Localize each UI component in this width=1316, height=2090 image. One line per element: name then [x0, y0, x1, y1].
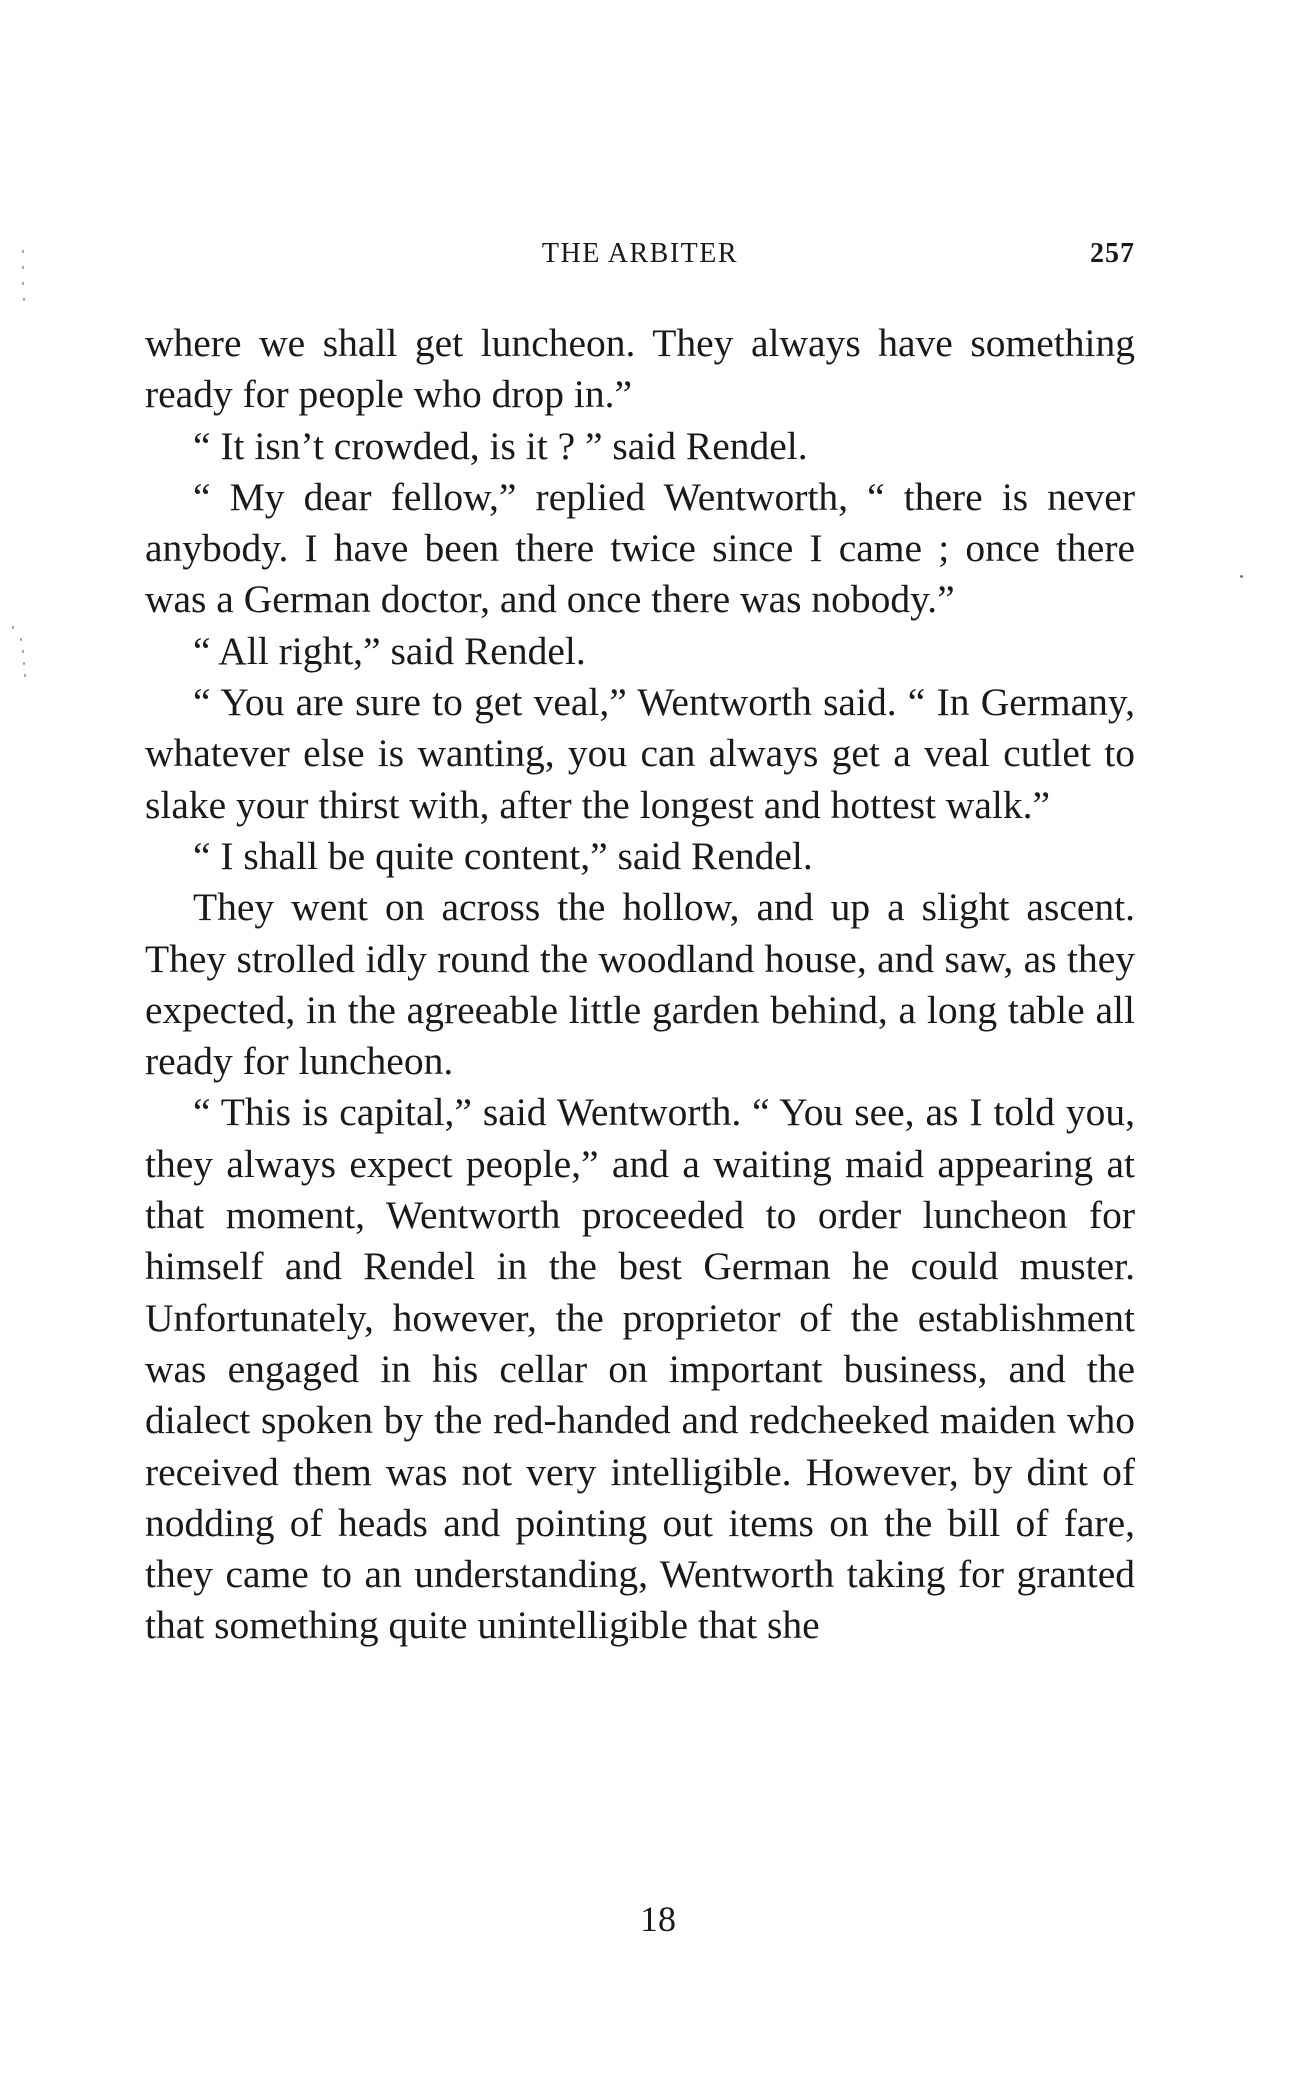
paragraph: They went on across the hollow, and up a slight ascent. They strolled idly round the woodland house, and saw, as they expected, in the agreeable little garden behind, a long table all ready for luncheon. [145, 885, 1135, 1084]
paragraph: “ My dear fellow,” replied Wentworth, “ there is never anybody. I have been there twice since I came ; once there was a German doctor, and once there was nobody.” [145, 474, 1135, 622]
paragraph: “ It isn’t crowded, is it ? ” said Rendel. [193, 423, 808, 468]
speck [23, 298, 25, 301]
speck [22, 282, 24, 285]
page-header [145, 238, 1135, 278]
running-title: THE ARBITER [541, 238, 739, 269]
margin-dot [1240, 575, 1243, 578]
paragraph-continuation: where we shall get luncheon. They always have something ready for people who drop in.” [145, 321, 1135, 417]
speck [22, 266, 24, 269]
margin-specks [22, 240, 30, 680]
speck [12, 626, 14, 629]
speck [22, 250, 24, 253]
page-number: 257 [1090, 238, 1135, 269]
speck [23, 662, 25, 665]
body-text [145, 318, 1135, 1652]
speck [22, 650, 24, 653]
signature-mark: 18 [640, 1899, 676, 1939]
paragraph: “ This is capital,” said Wentworth. “ You see, as I told you, they always expect people,” and a waiting maid appearing at that moment, Wentworth proceeded to order luncheon for himself and Rendel in the best German he could muster. Unfortunately, however, the proprietor of the establishment was engaged in his cellar on important business, and the dialect spoken by the red-handed and redcheeked maiden who received them was not very intelligible. However, by dint of nodding of heads and pointing out items on the bill of fare, they came to an understanding, Wentworth taking for granted that something quite unintelligible that she [145, 1090, 1135, 1648]
speck [24, 674, 26, 677]
paragraph: “ You are sure to get veal,” Wentworth said. “ In Germany, whatever else is wanting, you can always get a veal cutlet to slake your thirst with, after the longest and hottest walk.” [145, 680, 1135, 827]
paragraph: “ I shall be quite content,” said Rendel. [193, 833, 813, 878]
paragraph: “ All right,” said Rendel. [193, 628, 586, 673]
speck [20, 638, 22, 641]
